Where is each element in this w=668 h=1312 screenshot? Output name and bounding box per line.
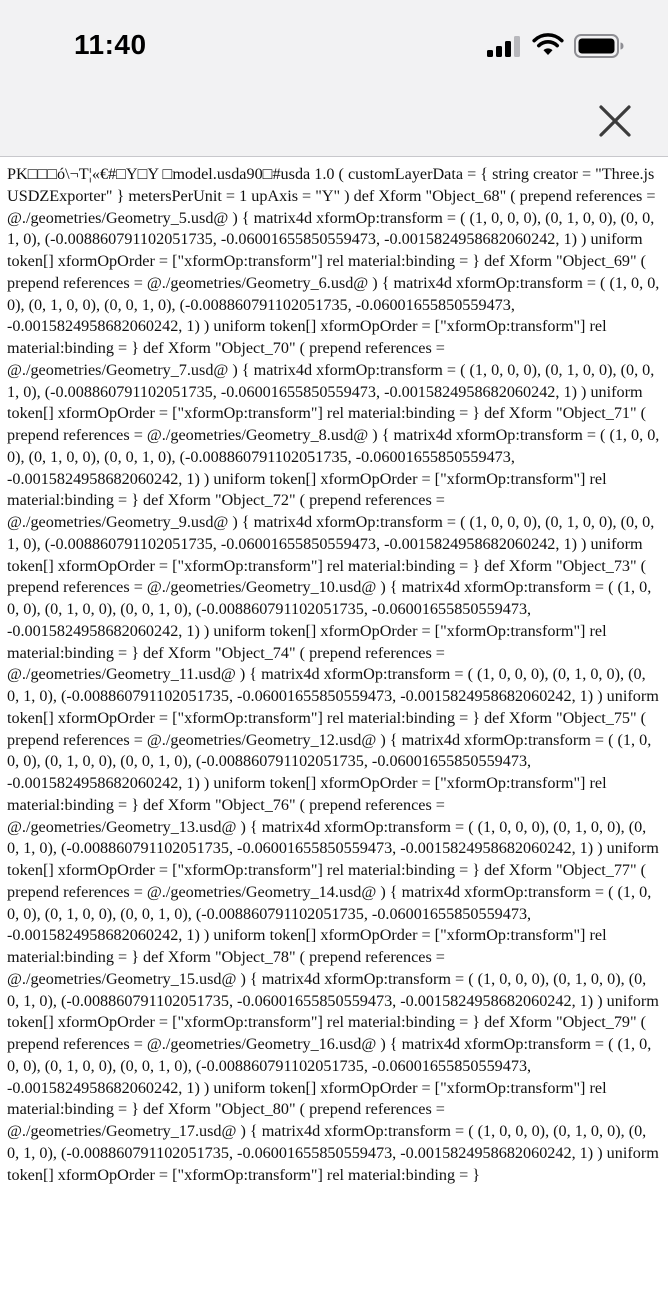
close-icon	[598, 104, 632, 138]
status-bar	[0, 0, 668, 88]
close-button[interactable]	[590, 98, 640, 144]
file-content-view[interactable]	[0, 157, 668, 1312]
wifi-icon	[532, 33, 564, 57]
viewer-toolbar	[0, 88, 668, 157]
file-raw-text: PK□□□ó\¬T¦«€#□Y□Y □model.usda90□#usda 1.0 ( customLayerData = { string creator = "Three.js USDZExporter" } metersPerUnit = 1 upAxis = "Y" ) def Xform "Object_68" ( prepend references = @./geometries/Geometry_5.usd@ ) { matrix4d xformOp:transform = ( (1, 0, 0, 0), (0, 1, 0, 0), (0, 0, 1, 0), (-0.008860791102051735, -0.06001655850559473, -0.0015824958682060242, 1) ) uniform token[] xformOpOrder = ["xformOp:transform"] rel material:binding = } def Xform "Object_69" ( prepend references = @./geometries/Geometry_6.usd@ ) { matrix4d xformOp:transform = ( (1, 0, 0, 0), (0, 1, 0, 0), (0, 0, 1, 0), (-0.008860791102051735, -0.06001655850559473, -0.0015824958682060242, 1) ) uniform token[] xformOpOrder = ["xformOp:transform"] rel material:binding = } def Xform "Object_70" ( prepend references = @./geometries/Geometry_7.usd@ ) { matrix4d xformOp:transform = ( (1, 0, 0, 0), (0, 1, 0, 0), (0, 0, 1, 0), (-0.008860791102051735, -0.06001655850559473, -0.0015824958682060242, 1) ) uniform token[] xformOpOrder = ["xformOp:transform"] rel material:binding = } def Xform "Object_71" ( prepend references = @./geometries/Geometry_8.usd@ ) { matrix4d xformOp:transform = ( (1, 0, 0, 0), (0, 1, 0, 0), (0, 0, 1, 0), (-0.008860791102051735, -0.06001655850559473, -0.0015824958682060242, 1) ) uniform token[] xformOpOrder = ["xformOp:transform"] rel material:binding = } def Xform "Object_72" ( prepend references = @./geometries/Geometry_9.usd@ ) { matrix4d xformOp:transform = ( (1, 0, 0, 0), (0, 1, 0, 0), (0, 0, 1, 0), (-0.008860791102051735, -0.06001655850559473, -0.0015824958682060242, 1) ) uniform token[] xformOpOrder = ["xformOp:transform"] rel material:binding = } def Xform "Object_73" ( prepend references = @./geometries/Geometry_10.usd@ ) { matrix4d xformOp:transform = ( (1, 0, 0, 0), (0, 1, 0, 0), (0, 0, 1, 0), (-0.008860791102051735, -0.06001655850559473, -0.0015824958682060242, 1) ) uniform token[] xformOpOrder = ["xformOp:transform"] rel material:binding = } def Xform "Object_74" ( prepend references = @./geometries/Geometry_11.usd@ ) { matrix4d xformOp:transform = ( (1, 0, 0, 0), (0, 1, 0, 0), (0, 0, 1, 0), (-0.008860791102051735, -0.06001655850559473, -0.0015824958682060242, 1) ) uniform token[] xformOpOrder = ["xformOp:transform"] rel material:binding = } def Xform "Object_75" ( prepend references = @./geometries/Geometry_12.usd@ ) { matrix4d xformOp:transform = ( (1, 0, 0, 0), (0, 1, 0, 0), (0, 0, 1, 0), (-0.008860791102051735, -0.06001655850559473, -0.0015824958682060242, 1) ) uniform token[] xformOpOrder = ["xformOp:transform"] rel material:binding = } def Xform "Object_76" ( prepend references = @./geometries/Geometry_13.usd@ ) { matrix4d xformOp:transform = ( (1, 0, 0, 0), (0, 1, 0, 0), (0, 0, 1, 0), (-0.008860791102051735, -0.06001655850559473, -0.0015824958682060242, 1) ) uniform token[] xformOpOrder = ["xformOp:transform"] rel material:binding = } def Xform "Object_77" ( prepend references = @./geometries/Geometry_14.usd@ ) { matrix4d xformOp:transform = ( (1, 0, 0, 0), (0, 1, 0, 0), (0, 0, 1, 0), (-0.008860791102051735, -0.06001655850559473, -0.0015824958682060242, 1) ) uniform token[] xformOpOrder = ["xformOp:transform"] rel material:binding = } def Xform "Object_78" ( prepend references = @./geometries/Geometry_15.usd@ ) { matrix4d xformOp:transform = ( (1, 0, 0, 0), (0, 1, 0, 0), (0, 0, 1, 0), (-0.008860791102051735, -0.06001655850559473, -0.0015824958682060242, 1) ) uniform token[] xformOpOrder = ["xformOp:transform"] rel material:binding = } def Xform "Object_79" ( prepend references = @./geometries/Geometry_16.usd@ ) { matrix4d xformOp:transform = ( (1, 0, 0, 0), (0, 1, 0, 0), (0, 0, 1, 0), (-0.008860791102051735, -0.06001655850559473, -0.0015824958682060242, 1) ) uniform token[] xformOpOrder = ["xformOp:transform"] rel material:binding = } def Xform "Object_80" ( prepend references = @./geometries/Geometry_17.usd@ ) { matrix4d xformOp:transform = ( (1, 0, 0, 0), (0, 1, 0, 0), (0, 0, 1, 0), (-0.008860791102051735, -0.06001655850559473, -0.0015824958682060242, 1) ) uniform token[] xformOpOrder = ["xformOp:transform"] rel material:binding = }	[7, 165, 660, 1184]
status-time: 11:40	[74, 29, 147, 60]
battery-icon	[574, 34, 624, 58]
signal-icon	[486, 35, 522, 57]
